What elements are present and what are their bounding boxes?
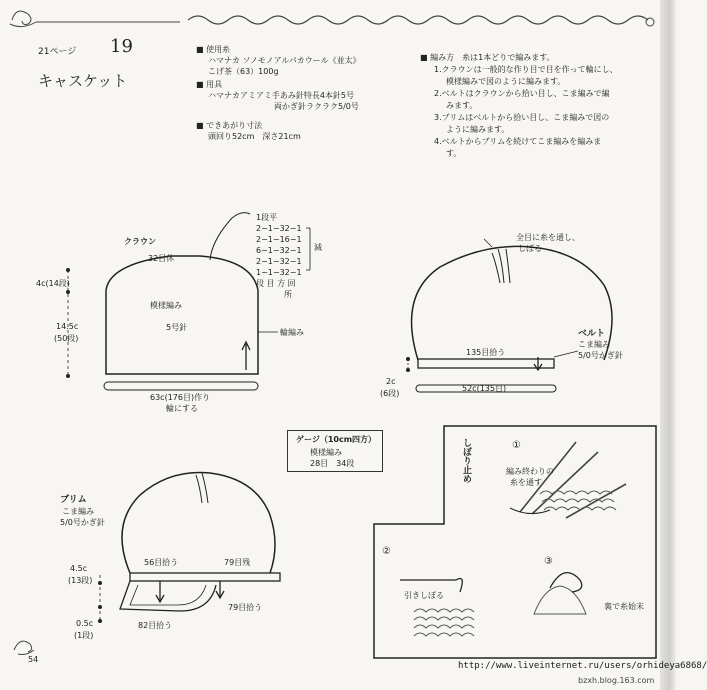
pattern-number: 19 bbox=[110, 36, 133, 57]
step-3-marker: ③ bbox=[544, 556, 553, 567]
step-1-note-b: 糸を通す bbox=[510, 478, 542, 487]
belt-stitch: こま編み bbox=[578, 340, 610, 349]
belt-label: ベルト bbox=[578, 329, 606, 339]
belt-hook: 5/0号かぎ針 bbox=[578, 351, 623, 360]
gathered-fabric-icon bbox=[400, 579, 474, 637]
header-ornament bbox=[0, 0, 676, 40]
brim-rows-a: (13段) bbox=[68, 576, 93, 585]
finished-knot-icon bbox=[534, 573, 586, 614]
watermark: bzxh.blog.163.com bbox=[578, 676, 655, 685]
belt-dimension: 2c bbox=[386, 377, 396, 386]
crown-body-dimension: 14.5c bbox=[56, 322, 79, 331]
knit-fabric-icon bbox=[510, 491, 616, 514]
decrease-note: 減 bbox=[314, 243, 322, 252]
bullet-icon: ■ bbox=[420, 53, 431, 62]
belt-size: 52c(135目) bbox=[462, 384, 507, 393]
illustration-title: しぼり止め bbox=[461, 438, 471, 483]
step-2-note: 引きしぼる bbox=[404, 591, 444, 600]
page-reference: 21ページ bbox=[38, 47, 77, 57]
page-title: キャスケット bbox=[38, 72, 128, 90]
step-2-marker: ② bbox=[382, 546, 391, 557]
crown-needle: 5号針 bbox=[166, 323, 188, 332]
brim-pick-56: 56目拾う bbox=[144, 558, 179, 567]
gauge-box: ゲージ（10cm四方） 模様編み 28目 34段 bbox=[287, 430, 383, 472]
bullet-icon: ■ bbox=[196, 45, 207, 54]
brim-pick-79: 79目拾う bbox=[228, 603, 263, 612]
brim-rest-79: 79目残 bbox=[224, 558, 251, 567]
crown-round-note: 輪編み bbox=[280, 328, 304, 337]
brim-stitch: こま編み bbox=[62, 507, 94, 516]
belt-pickup: 135目拾う bbox=[466, 348, 506, 357]
bullet-icon: ■ bbox=[196, 121, 207, 130]
brim-rows-b: (1段) bbox=[74, 631, 94, 640]
crown-top-dimension: 4c(14段) bbox=[36, 279, 70, 288]
brim-dimension-a: 4.5c bbox=[70, 564, 88, 573]
page-number: 54 bbox=[28, 655, 39, 664]
belt-rows: (6段) bbox=[380, 389, 400, 398]
gather-illustration-frame bbox=[370, 422, 660, 662]
step-1-marker: ① bbox=[512, 440, 521, 451]
crown-label: クラウン bbox=[124, 237, 156, 246]
crown-top-stitches: 32目休 bbox=[148, 254, 175, 263]
crown-cast-on: 63c(176目)作り bbox=[150, 393, 211, 402]
brim-label: ブリム bbox=[60, 495, 87, 505]
bullet-icon: ■ bbox=[196, 80, 207, 89]
brim-pick-82: 82目拾う bbox=[138, 621, 173, 630]
step-1-note-a: 編み終わりの bbox=[506, 467, 554, 476]
crown-pattern: 模様編み bbox=[150, 301, 182, 310]
crown-join-note: 輪にする bbox=[166, 404, 198, 413]
gather-note-1: 全目に糸を通し、 bbox=[516, 233, 580, 242]
method-block: ■ 編み方 糸は1本どりで編みます。 1.クラウンは一般的な作り目で目を作って輪にし、 模様編みで図のように編みます。 2.ベルトはクラウンから拾い目し、こま編みで編 みます。 3.ブリムはベルトから拾い目し、こま編みで図の ように編みます。 4.ベルトからブリムを続けてこま編みを編みま す。 bbox=[420, 53, 618, 158]
decrease-table: 1段平 2−1−32−1 2−1−16−1 6−1−32−1 2−1−32−1 1−1−32−1 段 目 方 回 所 bbox=[256, 213, 302, 299]
source-url: http://www.liveinternet.ru/users/orhideya6868/ bbox=[458, 661, 707, 671]
gather-note-2: しぼる bbox=[518, 244, 542, 253]
brim-dimension-b: 0.5c bbox=[76, 619, 94, 628]
brim-diagram bbox=[60, 455, 300, 635]
materials-block: ■ 使用糸 ハマナカ ソノモノアルパカウール《並太》 こげ茶（63）100g ■ 用具 ハマナカアミアミ手あみ針特長4本針5号 両かぎ針ラクラク5/0号 ■ できあがり寸法 頭回り52cm 深さ21cm bbox=[196, 45, 361, 141]
crown-body-rows: (50段) bbox=[54, 334, 79, 343]
step-3-note: 裏で糸始末 bbox=[604, 602, 644, 611]
brim-hook: 5/0号かぎ針 bbox=[60, 518, 105, 527]
